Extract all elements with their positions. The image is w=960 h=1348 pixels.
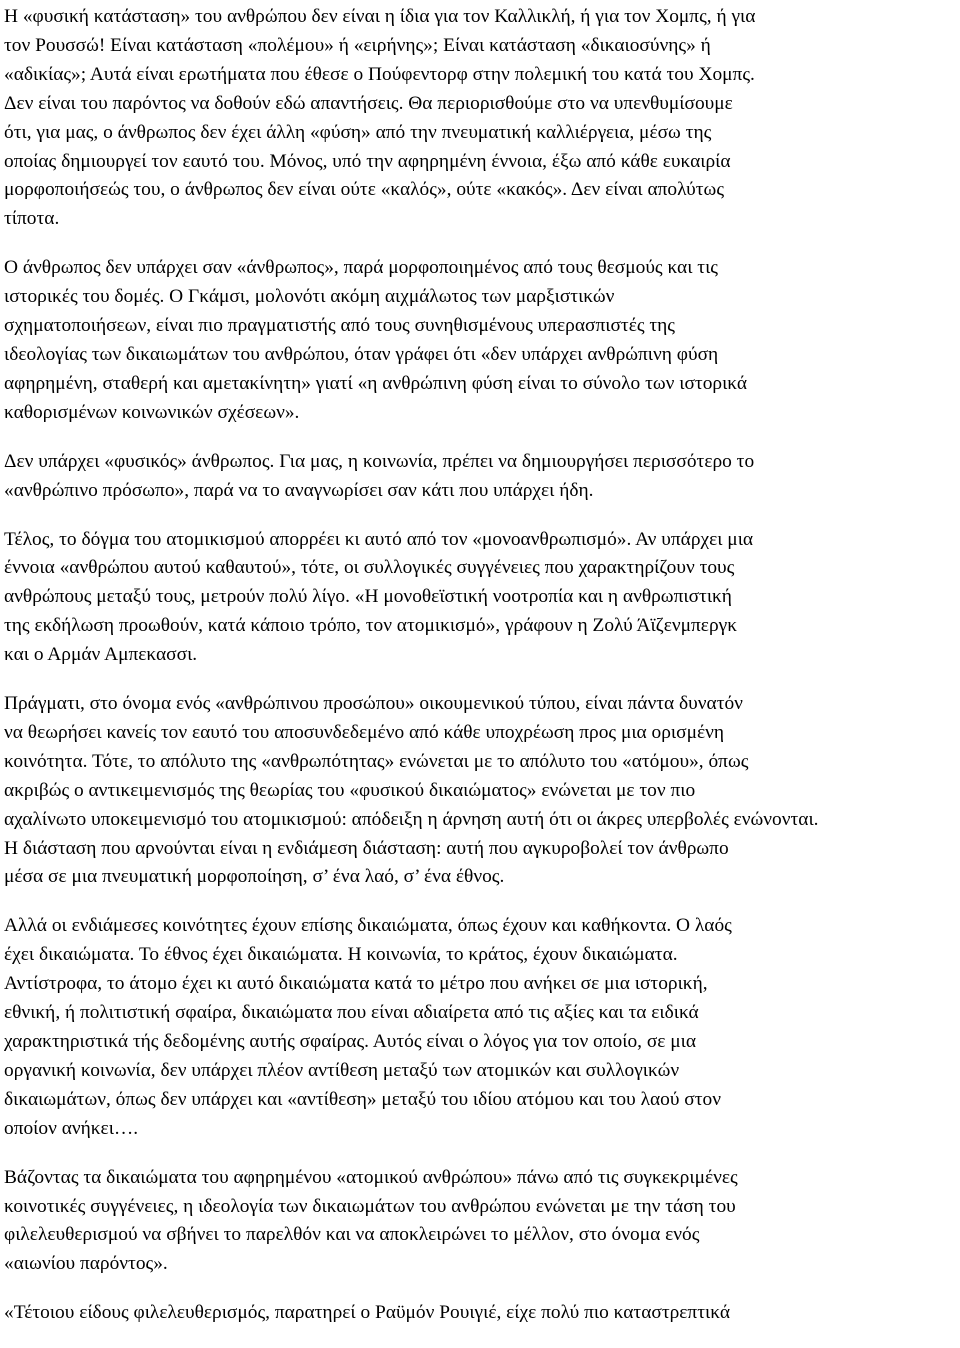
text-line: έννοια «ανθρώπου αυτού καθαυτού», τότε, οι συλλογικές συγγένειες που χαρακτηρίζουν τους bbox=[4, 557, 735, 579]
text-line: δικαιωμάτων, όπως δεν υπάρχει και «αντίθεση» μεταξύ του ιδίου ατόμου και του λαού στον bbox=[4, 1088, 721, 1110]
text-line: εθνική, ή πολιτιστική σφαίρα, δικαιώματα που είναι αδιαίρετα από τις αξίες και τα ειδικά bbox=[4, 1002, 699, 1024]
text-line: Ο άνθρωπος δεν υπάρχει σαν «άνθρωπος», παρά μορφοποιημένος από τους θεσμούς και τις bbox=[4, 257, 718, 279]
text-line: Η διάσταση που αρνούνται είναι η ενδιάμεση διάσταση: αυτή που αγκυροβολεί τον άνθρωπο bbox=[4, 837, 729, 859]
text-line: αφηρημένη, σταθερή και αμετακίνητη» γιατί «η ανθρώπινη φύση είναι το σύνολο των ιστορικά bbox=[4, 372, 748, 394]
text-line: Αντίστροφα, το άτομο έχει κι αυτό δικαιώματα κατά το μέτρο που ανήκει σε μια ιστορική, bbox=[4, 973, 708, 995]
text-line: οποίας δημιουργεί τον εαυτό του. Μόνος, υπό την αφηρημένη έννοια, έξω από κάθε ευκαιρία bbox=[4, 150, 731, 172]
text-line: ιστορικές του δομές. Ο Γκάμσι, μολονότι ακόμη αιχμάλωτος των μαρξιστικών bbox=[4, 286, 615, 308]
text-line: ανθρώπους μεταξύ τους, μετρούν πολύ λίγο. «Η μονοθεϊστική νοοτροπία και η ανθρωπιστική bbox=[4, 586, 732, 608]
text-line: καθορισμένων κοινωνικών σχέσεων». bbox=[4, 401, 300, 423]
paragraph-3 bbox=[4, 448, 960, 506]
text-line: «Τέτοιου είδους φιλελευθερισμός, παρατηρεί ο Ραϋμόν Ρουιγιέ, είχε πολύ πιο καταστρεπτικά bbox=[4, 1302, 730, 1324]
text-line: και ο Αρμάν Αμπεκασσι. bbox=[4, 644, 198, 666]
paragraph-7 bbox=[4, 1164, 960, 1280]
text-line: τίποτα. bbox=[4, 208, 60, 230]
text-line: ακριβώς ο αντικειμενισμός της θεωρίας του «φυσικού δικαιώματος» ενώνεται με τον πιο bbox=[4, 779, 696, 801]
text-line: αχαλίνωτο υποκειμενισμό του ατομικισμού: απόδειξη η άρνηση αυτή ότι οι άκρες υπερβολές ενώνονται. bbox=[4, 808, 819, 830]
paragraph-4 bbox=[4, 526, 960, 671]
paragraph-1 bbox=[4, 3, 960, 234]
text-line: ιδεολογίας των δικαιωμάτων του ανθρώπου, όταν γράφει ότι «δεν υπάρχει ανθρώπινη φύση bbox=[4, 343, 719, 365]
text-line: κοινοτικές συγγένειες, η ιδεολογία των δικαιωμάτων του ανθρώπου ενώνεται με την τάση του bbox=[4, 1195, 736, 1217]
text-line: της εκδήλωση προωθούν, κατά κάποιο τρόπο, τον ατομικισμό», γράφουν η Ζολύ Άϊζενμπεργκ bbox=[4, 615, 737, 637]
text-line: οποίον ανήκει…. bbox=[4, 1117, 139, 1139]
text-line: μέσα σε μια πνευματική μορφοποίηση, σ’ ένα λαό, σ’ ένα έθνος. bbox=[4, 866, 505, 888]
text-line: Βάζοντας τα δικαιώματα του αφηρημένου «ατομικού ανθρώπου» πάνω από τις συγκεκριμένες bbox=[4, 1166, 738, 1188]
text-line: «ανθρώπινο πρόσωπο», παρά να το αναγνωρίσει σαν κάτι που υπάρχει ήδη. bbox=[4, 479, 594, 501]
text-line: Δεν υπάρχει «φυσικός» άνθρωπος. Για μας, η κοινωνία, πρέπει να δημιουργήσει περισσότερο το bbox=[4, 450, 755, 472]
text-line: Αλλά οι ενδιάμεσες κοινότητες έχουν επίσης δικαιώματα, όπως έχουν και καθήκοντα. Ο λαός bbox=[4, 915, 732, 937]
text-line: «αιωνίου παρόντος». bbox=[4, 1253, 168, 1275]
text-line: να θεωρήσει κανείς τον εαυτό του αποσυνδεδεμένο από κάθε υποχρέωση προς μια ορισμένη bbox=[4, 721, 725, 743]
paragraph-5 bbox=[4, 690, 960, 892]
text-line: κοινότητα. Τότε, το απόλυτο της «ανθρωπότητας» ενώνεται με το απόλυτο του «ατόμου», όπως bbox=[4, 750, 749, 772]
text-line: φιλελευθερισμού να σβήνει το παρελθόν και να αποκλειρώνει το μέλλον, στο όνομα ενός bbox=[4, 1224, 700, 1246]
text-line: Η «φυσική κατάσταση» του ανθρώπου δεν είναι η ίδια για τον Καλλικλή, ή για τον Χομπς, ή για bbox=[4, 6, 756, 27]
text-line: έχει δικαιώματα. Το έθνος έχει δικαιώματα. Η κοινωνία, το κράτος, έχουν δικαιώματα. bbox=[4, 944, 678, 966]
text-line: χαρακτηριστικά τής δεδομένης αυτής σφαίρας. Αυτός είναι ο λόγος για τον οποίο, σε μια bbox=[4, 1031, 697, 1052]
text-line: τον Ρουσσώ! Είναι κατάσταση «πολέμου» ή «ειρήνης»; Είναι κατάσταση «δικαιοσύνης» ή bbox=[4, 34, 711, 56]
text-line: ότι, για μας, ο άνθρωπος δεν έχει άλλη «φύση» από την πνευματική καλλιέργεια, μέσω της bbox=[4, 121, 712, 143]
paragraph-6 bbox=[4, 912, 960, 1143]
text-line: «αδικίας»; Αυτά είναι ερωτήματα που έθεσε ο Πούφεντορφ στην πολεμική του κατά του Χομπς. bbox=[4, 63, 755, 85]
paragraph-2 bbox=[4, 254, 960, 427]
text-line: σχηματοποιήσεων, είναι πιο πραγματιστής από τους συνηθισμένους υπερασπιστές της bbox=[4, 315, 675, 337]
text-line: μορφοποιήσεώς του, ο άνθρωπος δεν είναι ούτε «καλός», ούτε «κακός». Δεν είναι απολύτως bbox=[4, 179, 724, 201]
text-line: Δεν είναι του παρόντος να δοθούν εδώ απαντήσεις. Θα περιορισθούμε στο να υπενθυμίσουμε bbox=[4, 92, 733, 114]
text-line: Τέλος, το δόγμα του ατομικισμού απορρέει κι αυτό από τον «μονοανθρωπισμό». Αν υπάρχει μια bbox=[4, 528, 754, 550]
text-line: Πράγματι, στο όνομα ενός «ανθρώπινου προσώπου» οικουμενικού τύπου, είναι πάντα δυνατόν bbox=[4, 693, 743, 715]
paragraph-8 bbox=[4, 1299, 960, 1328]
text-line: οργανική κοινωνία, δεν υπάρχει πλέον αντίθεση μεταξύ των ατομικών και συλλογικών bbox=[4, 1059, 680, 1081]
